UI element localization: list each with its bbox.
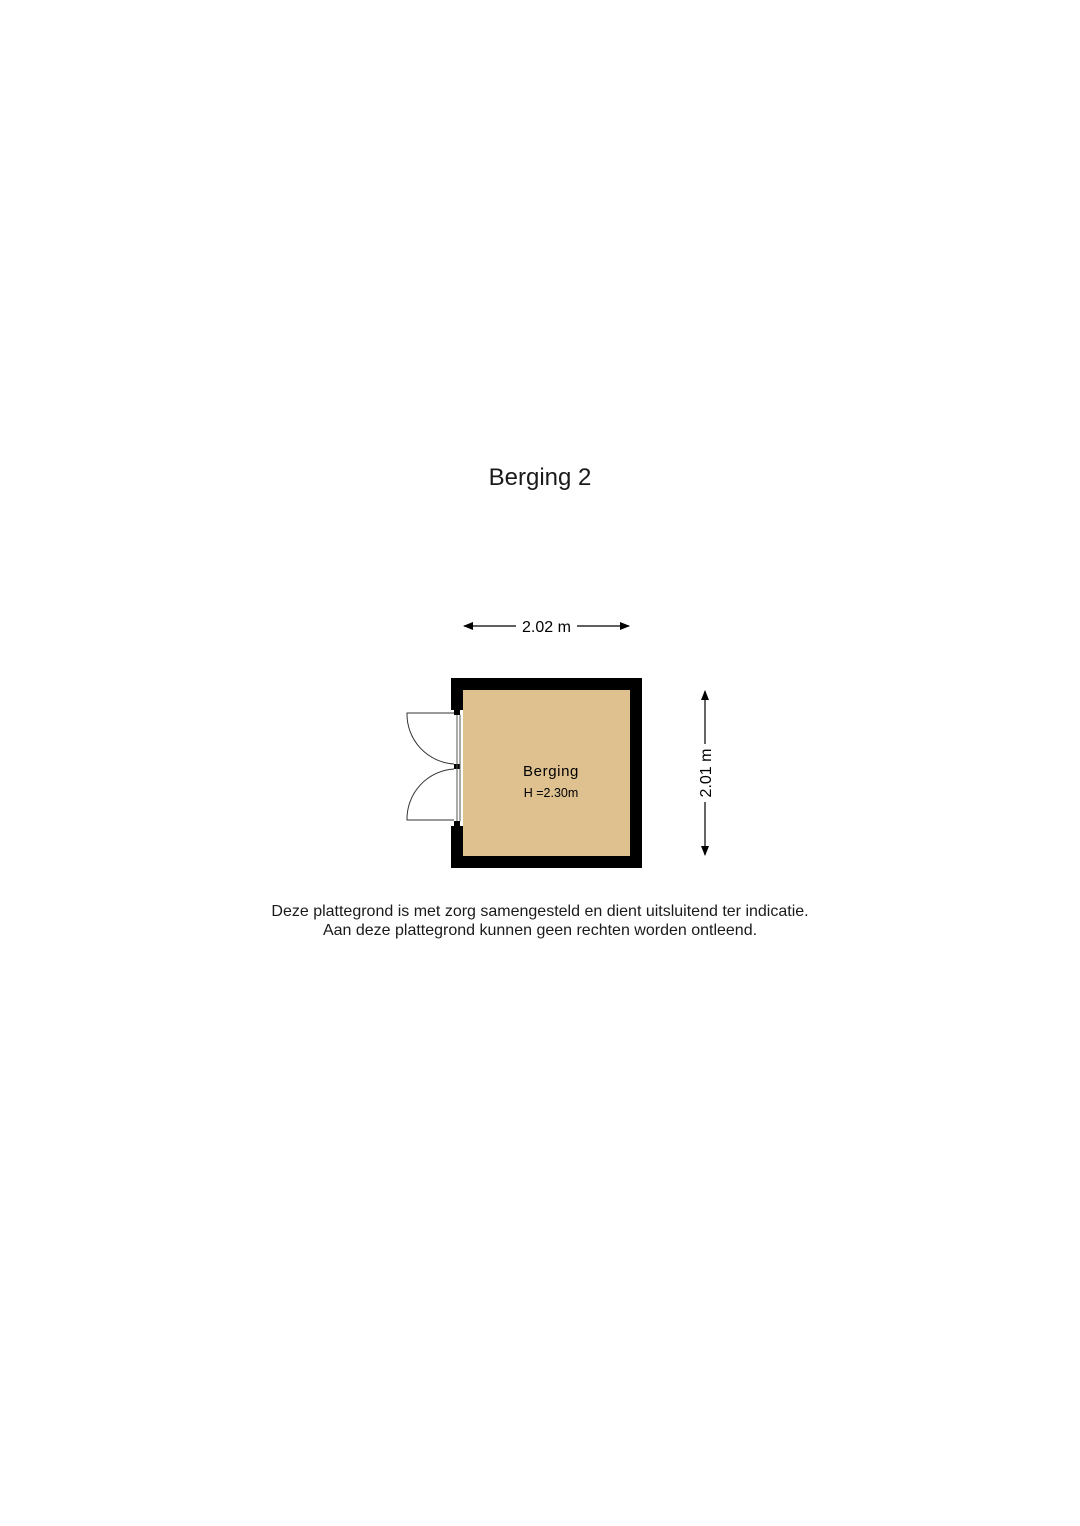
door-frame-top xyxy=(454,710,460,715)
width-dimension xyxy=(464,619,629,636)
door-swing-upper xyxy=(407,713,454,764)
height-dimension xyxy=(698,691,715,855)
door-swing-lower xyxy=(407,769,454,820)
width-dimension-label: 2.02 m xyxy=(522,619,571,636)
room-name: Berging xyxy=(523,763,579,780)
door-frame-bottom xyxy=(454,821,460,826)
height-dimension-label: 2.01 m xyxy=(698,748,715,798)
disclaimer-line-1: Deze plattegrond is met zorg samengesteld en dient uitsluitend ter indicatie. xyxy=(271,903,809,920)
disclaimer xyxy=(0,902,1080,940)
room-height: H =2.30m xyxy=(523,786,579,800)
disclaimer-line-2: Aan deze plattegrond kunnen geen rechten worden ontleend. xyxy=(322,922,758,939)
page-title: Berging 2 xyxy=(488,464,592,491)
double-door xyxy=(407,710,463,826)
